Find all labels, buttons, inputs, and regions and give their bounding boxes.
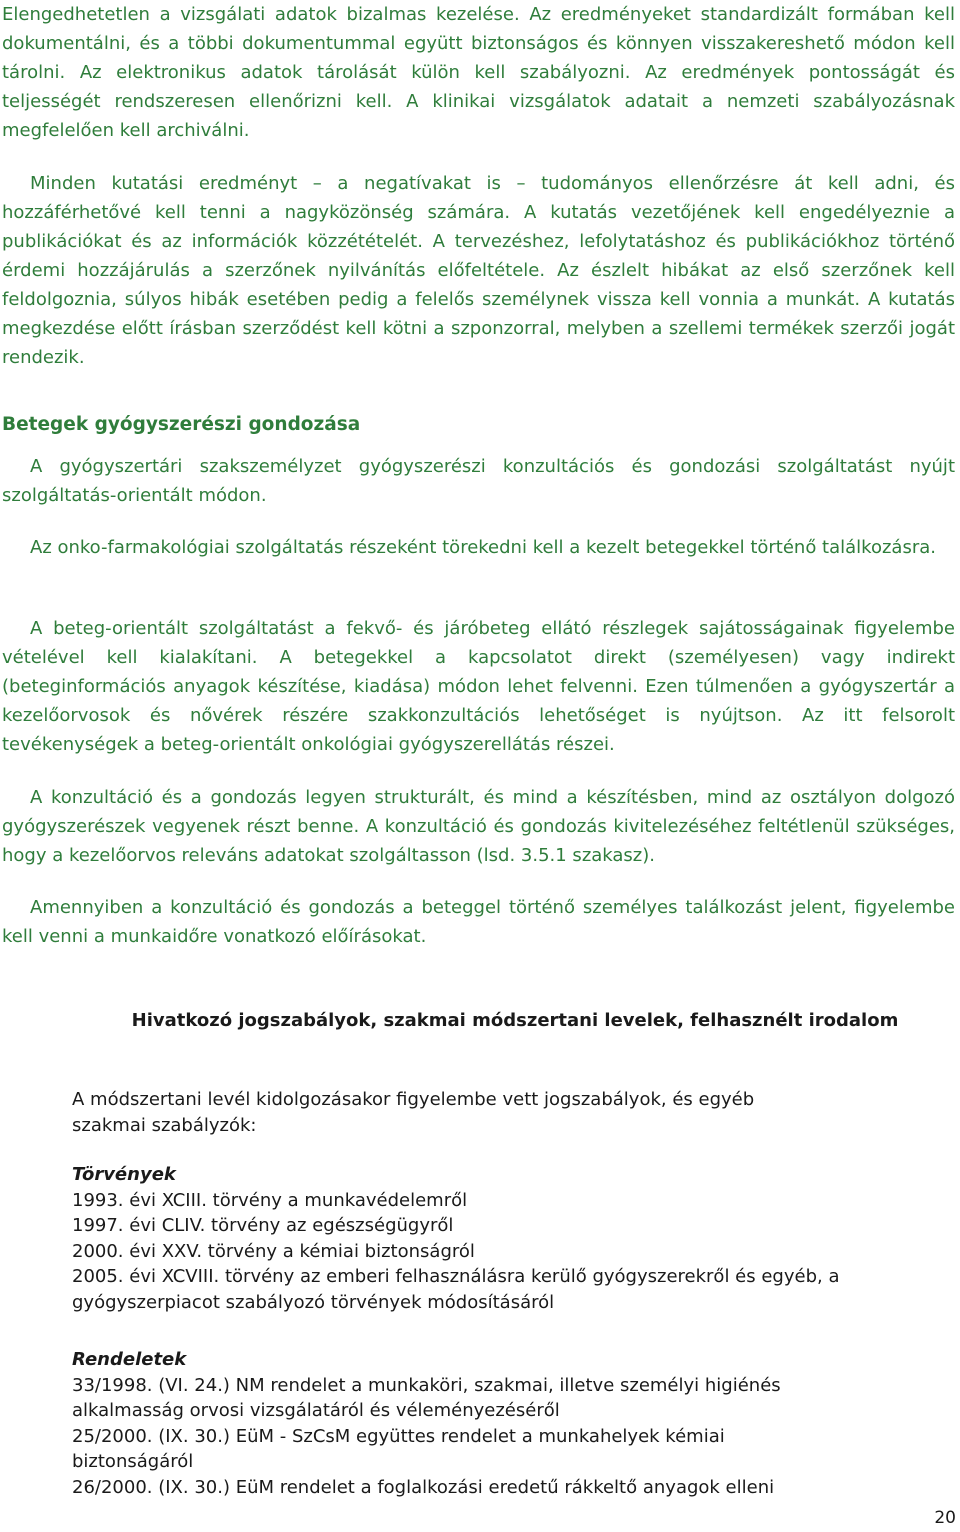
paragraph: Az onko-farmakológiai szolgáltatás részeként törekedni kell a kezelt betegekkel történő találkozásra.	[30, 537, 936, 558]
paragraph: A konzultáció és a gondozás legyen strukturált, és mind a készítésben, mind az osztályon dolgozó gyógyszerészek vegyenek részt benne. A konzultáció és gondozás kivitelezéséhez feltétlenül szükséges, hogy a kezelőorvos releváns adatokat szolgáltasson (lsd. 3.5.1 szakasz).	[2, 787, 955, 866]
text-block-publication	[2, 169, 955, 372]
references-intro	[72, 1087, 932, 1138]
decree-item: 33/1998. (VI. 24.) NM rendelet a munkaköri, szakmai, illetve személyi higiénés alkalmasság orvosi vizsgálatáról és véleményezéséről	[72, 1374, 781, 1421]
paragraph: A beteg-orientált szolgáltatást a fekvő- és járóbeteg ellátó részlegek sajátosságainak figyelembe vételével kell kialakítani. A betegekkel a kapcsolatot direkt (személyesen) vagy indirekt (beteginformációs anyagok készítése, kiadása) módon lehet felvenni. Ezen túlmenően a gyógyszertár a kezelőorvosok és nővérek részére szakkonzultációs lehetőséget is nyújtson. Az itt felsorolt tevékenységek a beteg-orientált onkológiai gyógyszerellátás részei.	[2, 618, 955, 755]
laws-heading: Törvények	[72, 1164, 176, 1185]
intro-text: A módszertani levél kidolgozásakor figyelembe vett jogszabályok, és egyéb szakmai szabályzók:	[72, 1089, 755, 1136]
decrees-heading: Rendeletek	[72, 1349, 187, 1370]
section-heading: Betegek gyógyszerészi gondozása	[2, 414, 361, 435]
paragraph: Amennyiben a konzultáció és gondozás a beteggel történő személyes találkozást jelent, figyelembe kell venni a munkaidőre vonatkozó előírásokat.	[2, 897, 955, 947]
paragraph: A gyógyszertári szakszemélyzet gyógyszerészi konzultációs és gondozási szolgáltatást nyújt szolgáltatás-orientált módon.	[2, 456, 955, 506]
references-heading: Hivatkozó jogszabályok, szakmai módszertani levelek, felhasznélt irodalom	[131, 1010, 899, 1031]
text-block-consultation	[2, 783, 955, 870]
text-block-working-time	[2, 893, 955, 951]
text-block-pharmacy-care	[2, 452, 955, 510]
law-item: 2000. évi XXV. törvény a kémiai biztonságról	[72, 1240, 475, 1262]
paragraph: Minden kutatási eredményt – a negatívakat is – tudományos ellenőrzésre át kell adni, és hozzáférhetővé kell tenni a nagyközönség számára. A kutatás vezetőjének kell engedélyeznie a publikációkat és az információk közzétételét. A tervezéshez, lefolytatáshoz és publikációkhoz történő érdemi hozzájárulás a szerzőnek nyilvánítás előfeltétele. Az észlelt hibákat az első szerzőnek kell feldolgoznia, súlyos hibák esetében pedig a felelős személynek vissza kell vonnia a munkát. A kutatás megkezdése előtt írásban szerződést kell kötni a szponzorral, melyben a szellemi termékek szerzői jogát rendezik.	[2, 173, 955, 368]
laws-section	[72, 1162, 932, 1315]
text-block-patient-oriented	[2, 614, 955, 759]
law-item: 2005. évi XCVIII. törvény az emberi felhasználásra kerülő gyógyszerekről és egyéb, a gyógyszerpiacot szabályozó törvények módosításáról	[72, 1266, 840, 1313]
paragraph: Elengedhetetlen a vizsgálati adatok bizalmas kezelése. Az eredményeket standardizált formában kell dokumentálni, és a többi dokumentummal együtt biztonságos és könnyen visszakereshető módon kell tárolni. Az elektronikus adatok tárolását külön kell szabályozni. Az eredmények pontosságát és teljességét rendszeresen ellenőrizni kell. A klinikai vizsgálatok adatait a nemzeti szabályozásnak megfelelően kell archiválni.	[2, 4, 955, 141]
law-item: 1993. évi XCIII. törvény a munkavédelemről	[72, 1189, 468, 1211]
text-block-data-handling	[2, 0, 955, 145]
page-number: 20	[934, 1508, 956, 1528]
decrees-section	[72, 1347, 932, 1500]
law-item: 1997. évi CLIV. törvény az egészségügyről	[72, 1215, 454, 1236]
decree-item: 26/2000. (IX. 30.) EüM rendelet a foglalkozási eredetű rákkeltő anyagok elleni	[72, 1476, 775, 1498]
decree-item: 25/2000. (IX. 30.) EüM - SzCsM együttes rendelet a munkahelyek kémiai biztonságáról	[72, 1425, 725, 1472]
text-block-onco	[2, 533, 955, 562]
